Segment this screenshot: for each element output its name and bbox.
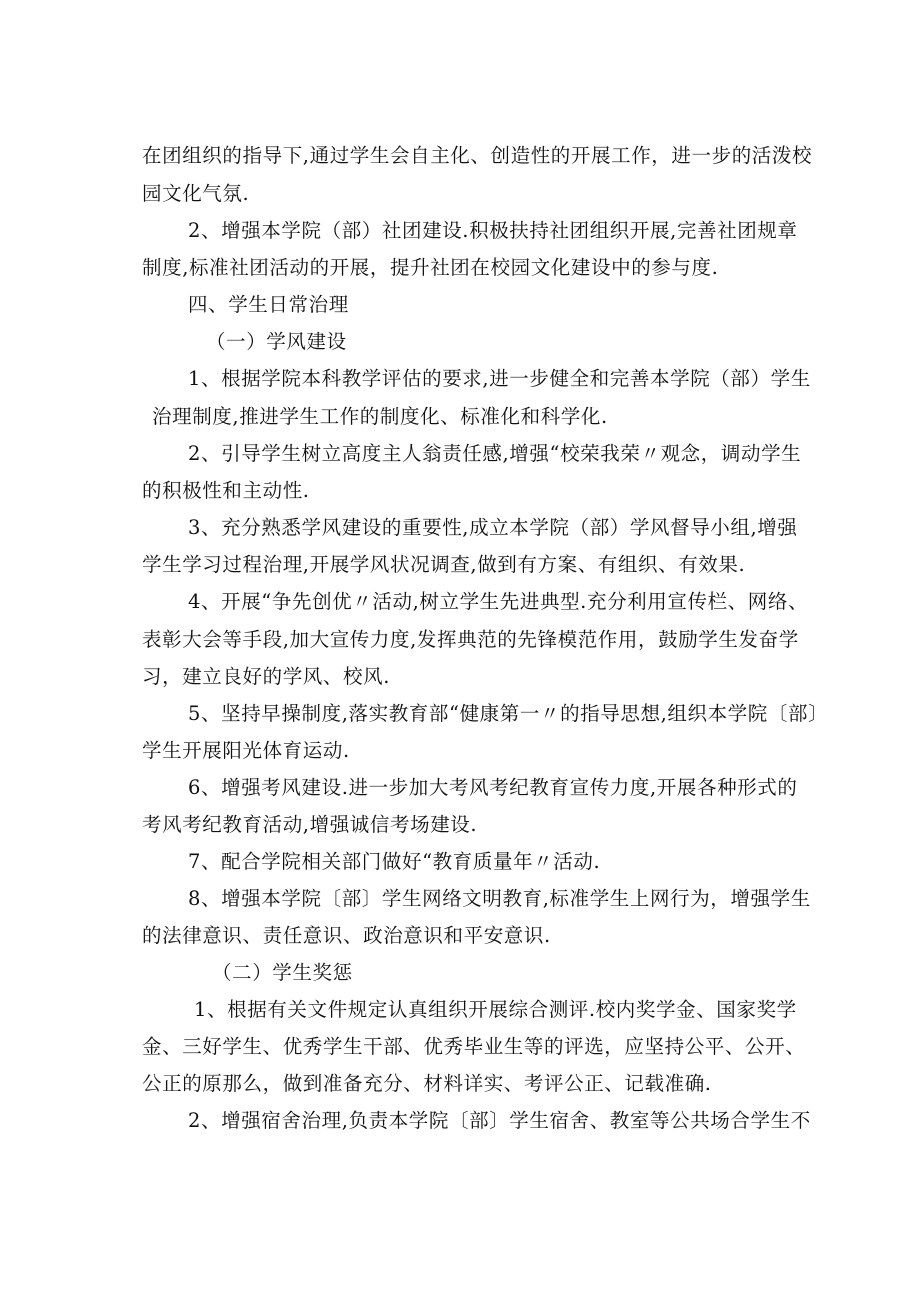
text-line: 的法律意识、责任意识、政治意识和平安意识. <box>142 924 551 947</box>
text-line: 5、坚持早操制度,落实教育部“健康第一〃的指导思想,组织本学院〔部〕 <box>188 702 829 725</box>
text-line: 制度,标准社团活动的开展，提升社团在校园文化建设中的参与度. <box>142 256 719 279</box>
text-line: 金、三好学生、优秀学生干部、优秀毕业生等的评选，应坚持公平、公开、 <box>142 1035 806 1058</box>
text-line: 治理制度,推进学生工作的制度化、标准化和科学化. <box>152 405 608 428</box>
text-line: 公正的原那么，做到准备充分、材料详实、考评公正、记载准确. <box>142 1072 712 1095</box>
text-line: 1、根据有关文件规定认真组织开展综合测评.校内奖学金、国家奖学 <box>194 998 797 1021</box>
text-line: 2、增强宿舍治理,负责本学院〔部〕学生宿舍、教室等公共场合学生不 <box>188 1109 811 1132</box>
text-line: 的积极性和主动性. <box>142 479 310 502</box>
text-line: 1、根据学院本科教学评估的要求,进一步健全和完善本学院（部）学生 <box>188 367 811 390</box>
text-line: 学生开展阳光体育运动. <box>142 739 350 762</box>
text-line: 考风考纪教育活动,增强诚信考场建设. <box>142 813 478 836</box>
text-line: 8、增强本学院〔部〕学生网络文明教育,标准学生上网行为，增强学生 <box>188 887 811 910</box>
text-line: 表彰大会等手段,加大宣传力度,发挥典范的先锋模范作用，鼓励学生发奋学 <box>142 628 799 651</box>
text-line: 园文化气氛. <box>142 182 250 205</box>
text-line: 2、增强本学院（部）社团建设.积极扶持社团组织开展,完善社团规章 <box>188 219 798 242</box>
text-line: 4、开展“争先创优〃活动,树立学生先进典型.充分利用宣传栏、网络、 <box>188 590 809 613</box>
section-heading: 四、学生日常治理 <box>188 293 349 316</box>
text-line: 在团组织的指导下,通过学生会自主化、创造性的开展工作，进一步的活泼校 <box>142 144 813 167</box>
text-line: 6、增强考风建设.进一步加大考风考纪教育宣传力度,开展各种形式的 <box>188 776 798 799</box>
text-line: 学生学习过程治理,开展学风状况调查,做到有方案、有组织、有效果. <box>142 553 746 576</box>
text-line: 习，建立良好的学风、校风. <box>142 665 390 688</box>
text-line: 2、引导学生树立高度主人翁责任感,增强“校荣我荣〃观念，调动学生 <box>188 442 802 465</box>
text-line: 3、充分熟悉学风建设的重要性,成立本学院（部）学风督导小组,增强 <box>188 516 798 539</box>
subsection-heading: （一）学风建设 <box>206 330 347 353</box>
text-line: 7、配合学院相关部门做好“教育质量年〃活动. <box>188 850 601 873</box>
subsection-heading: （二）学生奖惩 <box>212 961 353 984</box>
